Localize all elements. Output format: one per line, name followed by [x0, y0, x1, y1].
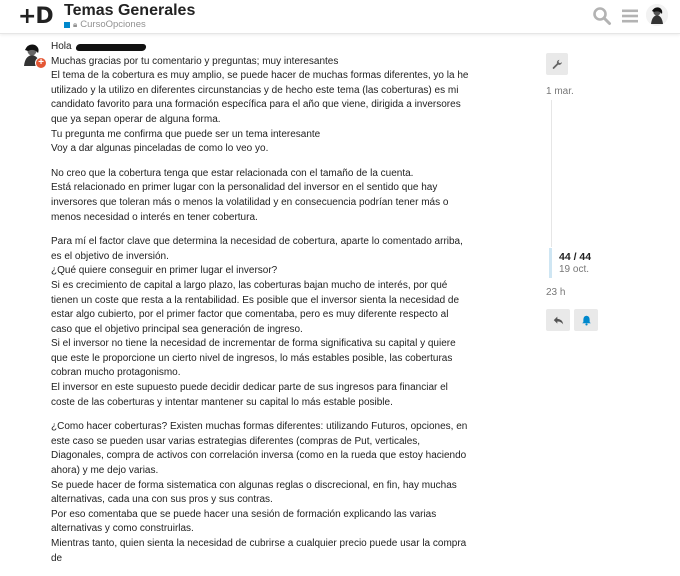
- post-line: ¿Qué quiere conseguir en primer lugar el inversor?: [51, 265, 278, 277]
- paragraph: [51, 235, 471, 410]
- greeting-text: Hola: [51, 41, 72, 52]
- category-name[interactable]: CursoOpciones: [80, 19, 146, 30]
- moderator-badge-icon: +: [35, 57, 47, 69]
- lock-icon: 🔒︎: [73, 19, 78, 29]
- site-logo[interactable]: +D: [18, 4, 53, 29]
- post-line: Si es crecimiento de capital a largo plazo, las coberturas bajan mucho de interés, por qué tienen un coste que resta a la rentabilidad. Es posible que el inversor sienta la necesidad de estar algo cubierto, por el primer factor que comentaba, pero es muy diferente respecto al caso que el objetivo principal sea generación de ingreso.: [51, 279, 460, 335]
- post-line: Está relacionado en primer lugar con la personalidad del inversor en el sentido que hay inversores que toleran más o menos la volatilidad y en consecuencia podrían tener más o menos necesidad o interés en tener cobertura.: [51, 182, 449, 223]
- post-line: Muchas gracias por tu comentario y preguntas; muy interesantes: [51, 55, 339, 67]
- post-line: Se puede hacer de forma sistematica con algunas reglas o discrecional, en fin, hay muchas alternativas, cada una con sus pros y sus contras.: [51, 479, 457, 506]
- paragraph: [51, 55, 471, 157]
- post-line: No creo que la cobertura tenga que estar relacionada con el tamaño de la cuenta.: [51, 167, 414, 179]
- post-line: Tu pregunta me confirma que puede ser un tema interesante: [51, 128, 321, 140]
- post-line: Para mí el factor clave que determina la necesidad de cobertura, aparte lo comentado arriba, es el objetivo de inversión.: [51, 236, 463, 262]
- timeline-current-date: 19 oct.: [559, 264, 590, 275]
- post-greeting: [51, 40, 471, 55]
- timeline-position: 44 / 44: [559, 251, 592, 263]
- post-line: Por eso comentaba que se puede hacer una sesión de formación explicando las varias alternativas y como construirlas.: [51, 508, 437, 535]
- post-author-avatar[interactable]: [18, 40, 46, 68]
- post-line: Mientras tanto, quien sienta la necesidad de cubrirse a cualquier precio puede usar la compra de: [51, 538, 467, 564]
- timeline-scroller-handle[interactable]: [549, 248, 552, 278]
- redacted-name: [75, 44, 146, 51]
- user-avatar[interactable]: [646, 4, 668, 26]
- post-line: El inversor en este supuesto puede decidir dedicar parte de sus ingresos para financiar el coste de las coberturas y intentar mantener su capital lo más estable posible.: [51, 382, 448, 408]
- hamburger-menu-icon[interactable]: [620, 6, 640, 26]
- reply-button[interactable]: [546, 309, 570, 331]
- search-icon[interactable]: [592, 6, 612, 26]
- timeline-track[interactable]: [551, 100, 552, 247]
- timeline-end-date[interactable]: 23 h: [546, 287, 566, 298]
- post-line: Si el inversor no tiene la necesidad de incrementar de forma significativa su capital y quiere que este le proporcione un cierto nivel de ingresos, lo más estables posible, las coberturas cobran mucho protagonismo.: [51, 338, 456, 379]
- admin-wrench-button[interactable]: [546, 53, 568, 75]
- reply-arrow-icon: [553, 315, 564, 326]
- post-line: El tema de la cobertura es muy amplio, se puede hacer de muchas formas diferentes, yo la he utilizado y la utilizo en diferentes circunstancias y de hecho este tema (las coberturas) es mi candidato favorito para una formación específica para el año que viene, dirigida a inversores que ya sepan operar de alguna forma.: [51, 70, 469, 125]
- paragraph: [51, 167, 471, 225]
- wrench-icon: [552, 59, 563, 70]
- site-header: [0, 0, 680, 34]
- category-color-badge: [64, 22, 70, 28]
- bell-icon: [581, 315, 592, 326]
- post-line: Voy a dar algunas pinceladas de como lo veo yo.: [51, 143, 269, 155]
- post-line: ¿Como hacer coberturas? Existen muchas formas diferentes: utilizando Futuros, opciones, en este caso se pueden usar varias estrategias diferentes (compras de Put, verticales, Diagonales, compra de activos con correlación inversa (como en la rueda que estoy haciendo ahora) y me dejo varias.: [51, 421, 468, 477]
- paragraph: [51, 420, 471, 566]
- notifications-button[interactable]: [574, 309, 598, 331]
- category-breadcrumb[interactable]: [64, 19, 146, 30]
- timeline-start-date[interactable]: 1 mar.: [546, 86, 574, 97]
- post-body: [51, 40, 471, 576]
- topic-title[interactable]: Temas Generales: [64, 2, 196, 19]
